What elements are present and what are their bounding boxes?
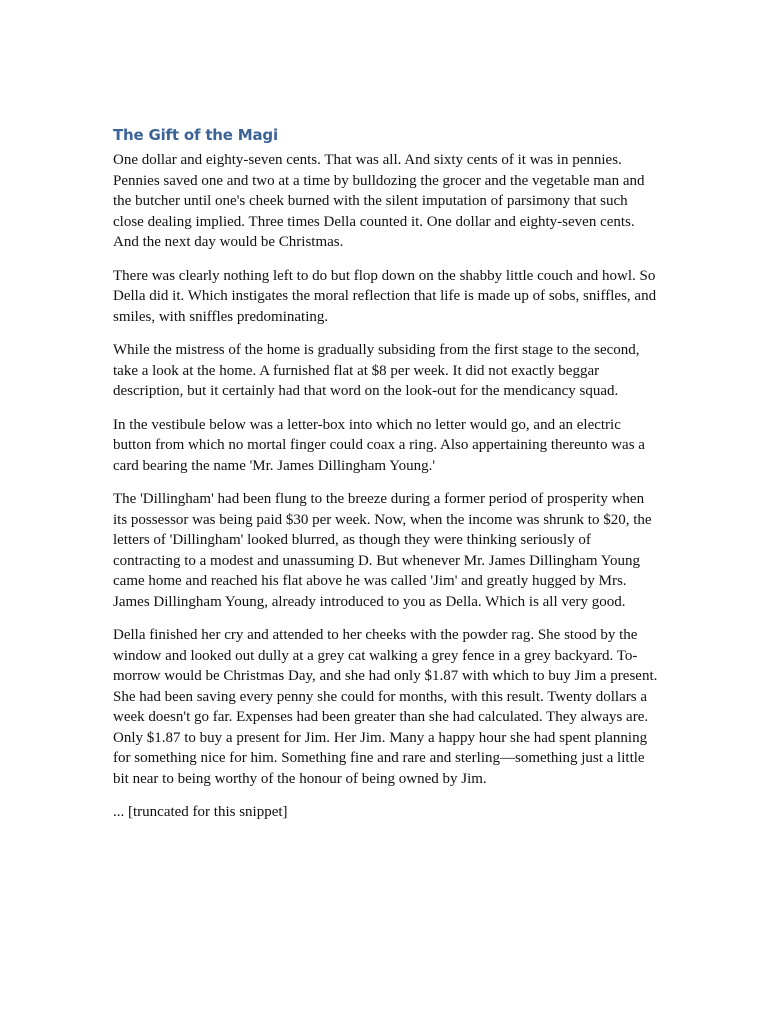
document-body <box>113 124 658 836</box>
paragraph-5: The 'Dillingham' had been flung to the breeze during a former period of prosperity when its possessor was being paid $30 per week. Now, when the income was shrunk to $20, the letters of 'Dillingham' looked blurred, as though they were thinking seriously of contracting to a modest and unassuming D. But whenever Mr. James Dillingham Young came home and reached his flat above he was called 'Jim' and greatly hugged by Mrs. James Dillingham Young, already introduced to you as Della. Which is all very good. <box>113 491 652 610</box>
truncation-note: ... [truncated for this snippet] <box>113 804 288 820</box>
paragraph-6: Della finished her cry and attended to her cheeks with the powder rag. She stood by the window and looked out dully at a grey cat walking a grey fence in a grey backyard. To-morrow would be Christmas Day, and she had only $1.87 with which to buy Jim a present. She had been saving every penny she could for months, with this result. Twenty dollars a week doesn't go far. Expenses had been greater than she had calculated. They always are. Only $1.87 to buy a present for Jim. Her Jim. Many a happy hour she had spent planning for something nice for him. Something fine and rare and sterling—something just a little bit near to being worthy of the honour of being owned by Jim. <box>113 627 658 787</box>
document-title: The Gift of the Magi <box>113 126 278 144</box>
paragraph-4: In the vestibule below was a letter-box into which no letter would go, and an electric button from which no mortal finger could coax a ring. Also appertaining thereunto was a card bearing the name 'Mr. James Dillingham Young.' <box>113 416 645 474</box>
paragraph-1: One dollar and eighty-seven cents. That was all. And sixty cents of it was in pennies. Pennies saved one and two at a time by bulldozing the grocer and the vegetable man and the butcher until one's cheek burned with the silent imputation of parsimony that such close dealing implied. Three times Della counted it. One dollar and eighty-seven cents. And the next day would be Christmas. <box>113 152 645 250</box>
paragraph-2: There was clearly nothing left to do but flop down on the shabby little couch and howl. So Della did it. Which instigates the moral reflection that life is made up of sobs, sniffles, and smiles, with sniffles predominating. <box>113 267 657 325</box>
paragraph-3: While the mistress of the home is gradually subsiding from the first stage to the second, take a look at the home. A furnished flat at $8 per week. It did not exactly beggar description, but it certainly had that word on the look-out for the mendicancy squad. <box>113 342 640 399</box>
